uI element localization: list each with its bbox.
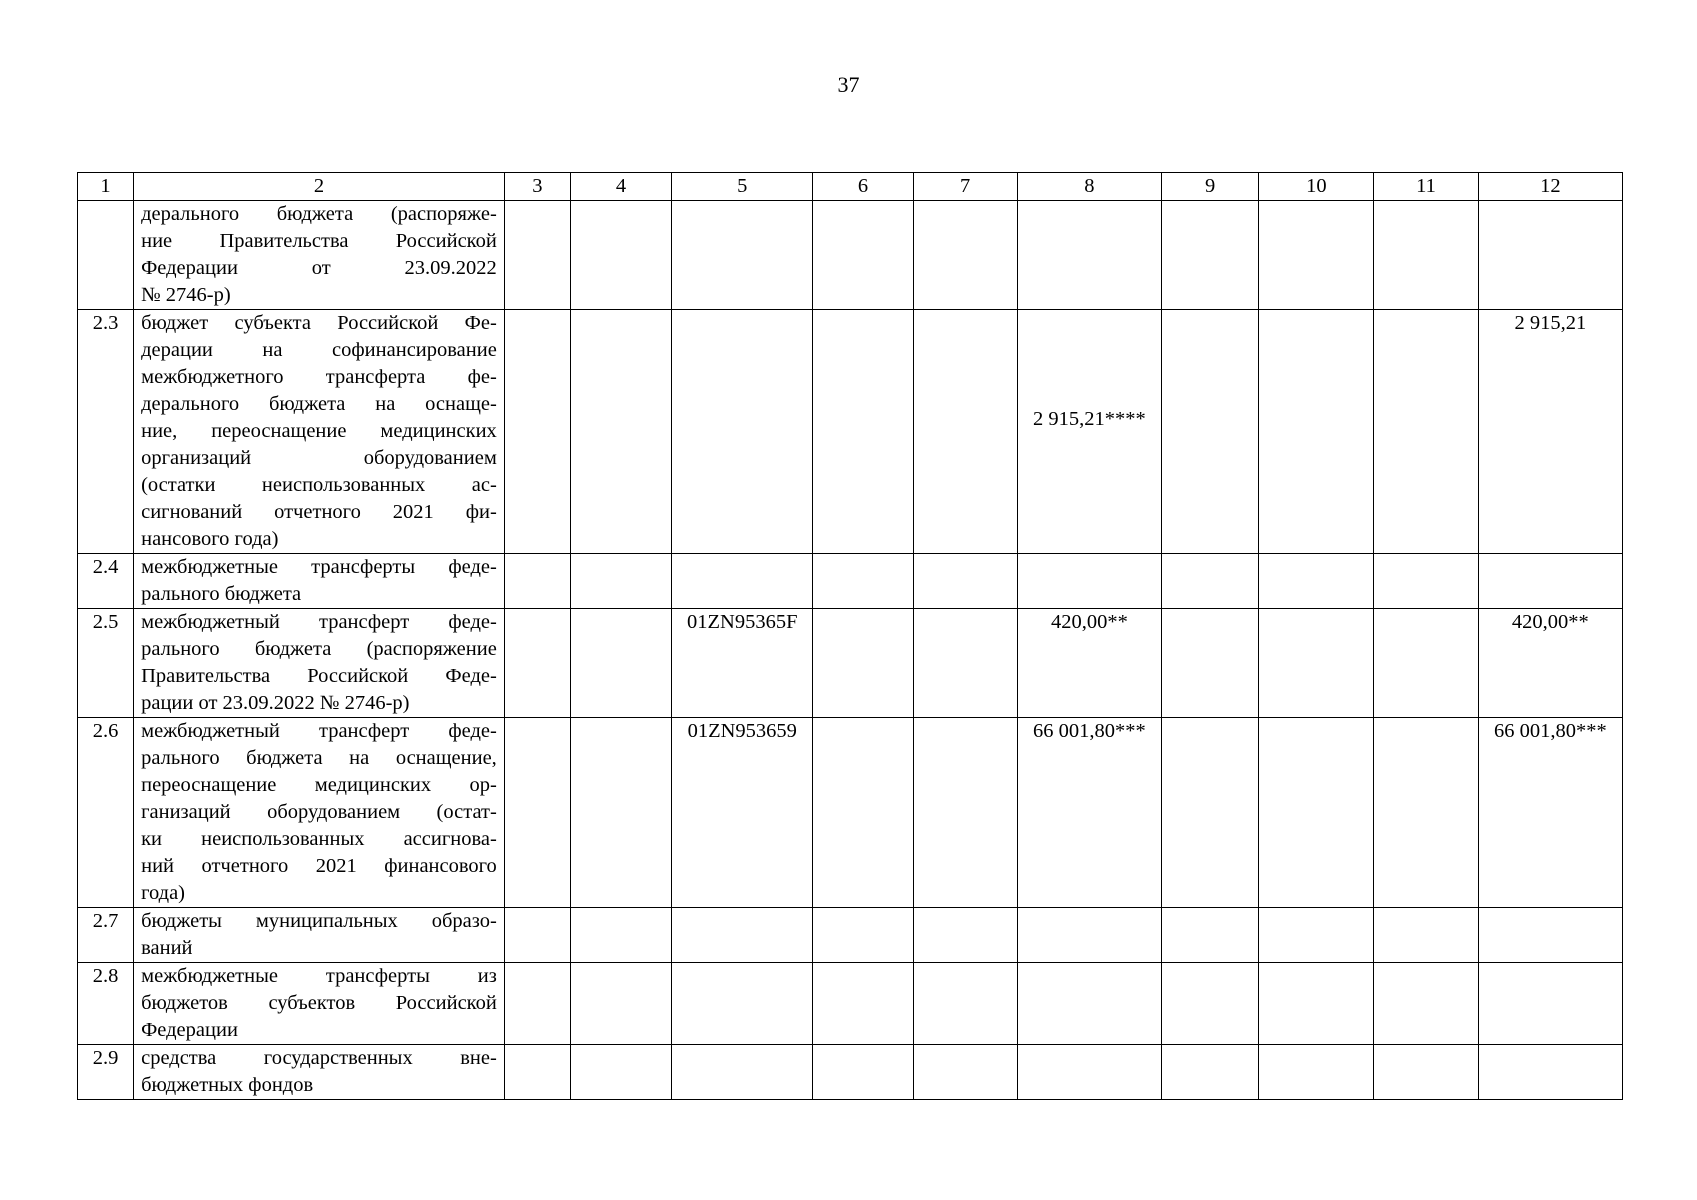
table-row <box>78 554 1623 609</box>
header-cell: 4 <box>570 173 671 201</box>
description-line: сигнований отчетного 2021 фи- <box>141 501 497 523</box>
cell-col-3 <box>504 908 570 963</box>
cell-col-9 <box>1162 201 1259 310</box>
cell-col-9 <box>1162 554 1259 609</box>
cell-col-3 <box>504 963 570 1045</box>
description-line: межбюджетные трансферты из <box>141 965 497 987</box>
header-cell: 9 <box>1162 173 1259 201</box>
cell-col-7 <box>913 609 1017 718</box>
cell-col-6 <box>813 201 913 310</box>
table-row <box>78 718 1623 908</box>
cell-col-5-code <box>672 310 813 554</box>
cell-col-6 <box>813 310 913 554</box>
cell-col-7 <box>913 554 1017 609</box>
table-body <box>78 201 1623 1100</box>
cell-col-6 <box>813 963 913 1045</box>
header-cell: 3 <box>504 173 570 201</box>
cell-col-7 <box>913 963 1017 1045</box>
cell-col-7 <box>913 1045 1017 1100</box>
cell-col-12-total: 420,00** <box>1478 609 1622 718</box>
cell-col-6 <box>813 1045 913 1100</box>
header-cell: 2 <box>134 173 505 201</box>
cell-col-4 <box>570 310 671 554</box>
row-description <box>134 1045 505 1100</box>
row-description <box>134 718 505 908</box>
header-cell: 8 <box>1017 173 1161 201</box>
cell-col-4 <box>570 201 671 310</box>
cell-col-5-code <box>672 963 813 1045</box>
header-cell: 10 <box>1259 173 1374 201</box>
cell-col-10 <box>1259 310 1374 554</box>
description-line: средства государственных вне- <box>141 1047 497 1069</box>
table-row <box>78 310 1623 554</box>
row-number: 2.4 <box>78 554 134 609</box>
description-line: года) <box>141 882 186 904</box>
cell-col-6 <box>813 908 913 963</box>
cell-col-7 <box>913 201 1017 310</box>
cell-col-6 <box>813 718 913 908</box>
description-line: бюджеты муниципальных образо- <box>141 910 497 932</box>
cell-col-7 <box>913 718 1017 908</box>
cell-col-6 <box>813 609 913 718</box>
cell-col-8-amount <box>1017 908 1161 963</box>
row-number: 2.3 <box>78 310 134 554</box>
cell-col-11 <box>1374 1045 1478 1100</box>
cell-col-10 <box>1259 908 1374 963</box>
page-number: 37 <box>837 72 860 97</box>
description-line: Федерации от 23.09.2022 <box>141 257 497 279</box>
cell-col-8-amount <box>1017 963 1161 1045</box>
cell-col-4 <box>570 1045 671 1100</box>
cell-col-8-amount <box>1017 201 1161 310</box>
header-row <box>78 173 1623 201</box>
cell-col-8-amount: 2 915,21**** <box>1017 310 1161 554</box>
description-line: ние Правительства Российской <box>141 230 497 252</box>
cell-col-5-code: 01ZN953659 <box>672 718 813 908</box>
cell-col-10 <box>1259 1045 1374 1100</box>
cell-col-11 <box>1374 908 1478 963</box>
cell-col-11 <box>1374 201 1478 310</box>
row-number: 2.8 <box>78 963 134 1045</box>
cell-col-9 <box>1162 1045 1259 1100</box>
table-row <box>78 908 1623 963</box>
description-line: ваний <box>141 937 193 959</box>
row-description <box>134 310 505 554</box>
row-description <box>134 908 505 963</box>
header-cell: 1 <box>78 173 134 201</box>
cell-col-3 <box>504 718 570 908</box>
cell-col-12-total <box>1478 554 1622 609</box>
cell-col-4 <box>570 963 671 1045</box>
description-line: ганизаций оборудованием (остат- <box>141 801 497 823</box>
cell-col-4 <box>570 554 671 609</box>
description-line: бюджетных фондов <box>141 1074 314 1096</box>
cell-col-4 <box>570 908 671 963</box>
description-line: Федерации <box>141 1019 238 1041</box>
description-line: рального бюджета (распоряжение <box>141 638 497 660</box>
description-line: бюджет субъекта Российской Фе- <box>141 312 497 334</box>
description-line: рального бюджета на оснащение, <box>141 747 497 769</box>
cell-col-6 <box>813 554 913 609</box>
cell-col-4 <box>570 718 671 908</box>
cell-col-11 <box>1374 963 1478 1045</box>
description-line: межбюджетные трансферты феде- <box>141 556 497 578</box>
cell-col-8-amount: 66 001,80*** <box>1017 718 1161 908</box>
description-line: переоснащение медицинских ор- <box>141 774 497 796</box>
row-number: 2.6 <box>78 718 134 908</box>
row-description <box>134 554 505 609</box>
row-number: 2.5 <box>78 609 134 718</box>
cell-col-9 <box>1162 310 1259 554</box>
description-line: межбюджетного трансферта фе- <box>141 366 497 388</box>
table-row <box>78 609 1623 718</box>
cell-col-10 <box>1259 609 1374 718</box>
description-line: бюджетов субъектов Российской <box>141 992 497 1014</box>
cell-col-8-amount <box>1017 1045 1161 1100</box>
cell-col-8-amount <box>1017 554 1161 609</box>
description-line: (остатки неиспользованных ас- <box>141 474 497 496</box>
cell-col-9 <box>1162 963 1259 1045</box>
description-line: ние, переоснащение медицинских <box>141 420 497 442</box>
cell-col-3 <box>504 201 570 310</box>
cell-col-12-total <box>1478 963 1622 1045</box>
cell-col-5-code: 01ZN95365F <box>672 609 813 718</box>
budget-table <box>77 172 1623 1100</box>
cell-col-10 <box>1259 201 1374 310</box>
cell-col-11 <box>1374 554 1478 609</box>
row-number: 2.7 <box>78 908 134 963</box>
row-description <box>134 201 505 310</box>
cell-col-11 <box>1374 310 1478 554</box>
description-line: организаций оборудованием <box>141 447 497 469</box>
cell-col-5-code <box>672 1045 813 1100</box>
table-row <box>78 1045 1623 1100</box>
row-number: 2.9 <box>78 1045 134 1100</box>
cell-col-11 <box>1374 609 1478 718</box>
row-description <box>134 963 505 1045</box>
description-line: межбюджетный трансферт феде- <box>141 611 497 633</box>
cell-col-3 <box>504 609 570 718</box>
description-line: ний отчетного 2021 финансового <box>141 855 497 877</box>
row-description <box>134 609 505 718</box>
cell-col-8-amount: 420,00** <box>1017 609 1161 718</box>
cell-col-11 <box>1374 718 1478 908</box>
cell-col-10 <box>1259 554 1374 609</box>
cell-col-9 <box>1162 609 1259 718</box>
cell-col-5-code <box>672 201 813 310</box>
cell-col-10 <box>1259 718 1374 908</box>
description-line: межбюджетный трансферт феде- <box>141 720 497 742</box>
description-line: дерального бюджета на оснаще- <box>141 393 497 415</box>
cell-col-3 <box>504 310 570 554</box>
description-line: нансового года) <box>141 528 279 550</box>
header-cell: 5 <box>672 173 813 201</box>
description-line: Правительства Российской Феде- <box>141 665 497 687</box>
table-row <box>78 201 1623 310</box>
description-line: рации от 23.09.2022 № 2746-р) <box>141 692 410 714</box>
cell-col-10 <box>1259 963 1374 1045</box>
cell-col-7 <box>913 908 1017 963</box>
description-line: рального бюджета <box>141 583 302 605</box>
cell-col-7 <box>913 310 1017 554</box>
cell-col-12-total: 66 001,80*** <box>1478 718 1622 908</box>
description-line: дерации на софинансирование <box>141 339 497 361</box>
cell-col-4 <box>570 609 671 718</box>
description-line: ки неиспользованных ассигнова- <box>141 828 497 850</box>
table-row <box>78 963 1623 1045</box>
cell-col-5-code <box>672 908 813 963</box>
description-line: № 2746-р) <box>141 284 231 306</box>
cell-col-5-code <box>672 554 813 609</box>
header-cell: 6 <box>813 173 913 201</box>
header-cell: 12 <box>1478 173 1622 201</box>
cell-col-12-total: 2 915,21 <box>1478 310 1622 554</box>
cell-col-9 <box>1162 718 1259 908</box>
cell-col-12-total <box>1478 908 1622 963</box>
row-number <box>78 201 134 310</box>
cell-col-3 <box>504 1045 570 1100</box>
cell-col-12-total <box>1478 201 1622 310</box>
cell-col-3 <box>504 554 570 609</box>
header-cell: 11 <box>1374 173 1478 201</box>
header-cell: 7 <box>913 173 1017 201</box>
cell-col-9 <box>1162 908 1259 963</box>
cell-col-12-total <box>1478 1045 1622 1100</box>
description-line: дерального бюджета (распоряже- <box>141 203 497 225</box>
